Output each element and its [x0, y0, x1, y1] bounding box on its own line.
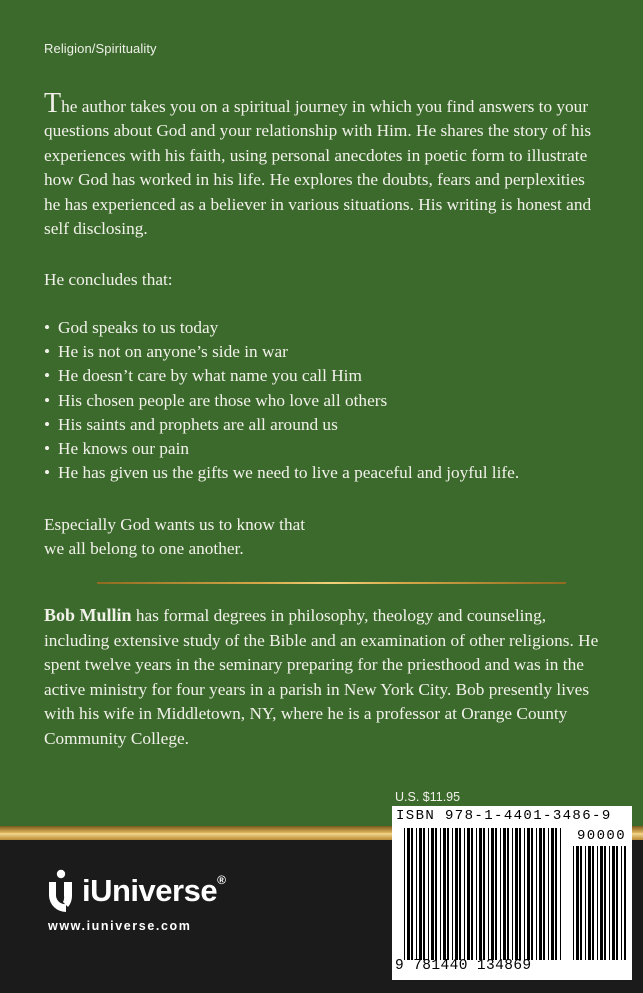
price-code: 90000: [576, 828, 626, 844]
publisher-name-text: iUniverse: [82, 873, 218, 908]
bullet-icon: •: [44, 463, 51, 483]
bullet-icon: •: [44, 439, 51, 459]
author-bio-text: has formal degrees in philosophy, theology and counseling, including extensive study of the Bible and an examination of other religions. He spent twelve years in the seminary preparing for the priesthood and was in the active ministry for four years in a parish in New York City. Bob presently lives with his wife in Middletown, NY, where he is a professor at Orange County Community College.: [44, 606, 599, 748]
bullet-icon: •: [44, 366, 51, 386]
bullet-icon: •: [44, 342, 51, 362]
list-item-text: He has given us the gifts we need to live a peaceful and joyful life.: [58, 463, 520, 483]
list-item-text: He doesn’t care by what name you call Him: [58, 366, 362, 386]
list-item: [44, 340, 519, 364]
publisher-url: www.iuniverse.com: [48, 919, 192, 933]
blurb-paragraph: [44, 88, 604, 241]
list-item: [44, 461, 519, 485]
barcode-digits: 9 781440 134869: [395, 958, 532, 974]
gold-divider: [97, 582, 566, 584]
price-label: U.S. $11.95: [395, 790, 461, 804]
bullet-icon: •: [44, 390, 51, 410]
conclusion-intro: He concludes that:: [44, 270, 173, 289]
list-item: [44, 437, 519, 461]
list-item-text: His chosen people are those who love all others: [58, 390, 388, 410]
list-item-text: He knows our pain: [58, 439, 190, 459]
closing-statement: [44, 513, 424, 561]
list-item: [44, 389, 519, 413]
isbn-label: ISBN 978-1-4401-3486-9: [396, 808, 612, 824]
author-bio: [44, 603, 606, 752]
dropcap-letter: T: [44, 88, 62, 119]
bullet-icon: •: [44, 318, 51, 337]
list-item-text: He is not on anyone’s side in war: [58, 342, 288, 362]
closing-line-2: we all belong to one another.: [44, 539, 244, 559]
author-name: Bob Mullin: [44, 605, 132, 625]
category-label: Religion/Spirituality: [44, 41, 157, 56]
publisher-name: [82, 873, 225, 909]
list-item: [44, 316, 519, 340]
blurb-text: he author takes you on a spiritual journey in which you find answers to your questions about God and your relationship with Him. He shares the story of his experiences with his faith, using personal anecdotes in poetic form to illustrate how God has worked in his life. He explores the doubts, fears and perplexities he has experienced as a believer in various situations. His writing is honest and self disclosing.: [44, 97, 592, 239]
closing-line-1: Especially God wants us to know that: [44, 515, 306, 534]
barcode-bars-icon: [404, 828, 564, 960]
list-item-text: God speaks to us today: [58, 318, 219, 337]
conclusion-list: [44, 316, 519, 485]
list-item: [44, 413, 519, 437]
list-item: [44, 364, 519, 388]
list-item-text: His saints and prophets are all around us: [58, 414, 338, 434]
bullet-icon: •: [44, 414, 51, 434]
barcode-addon-icon: [573, 846, 626, 960]
isbn-barcode: [392, 806, 632, 980]
registered-mark: ®: [217, 873, 226, 887]
